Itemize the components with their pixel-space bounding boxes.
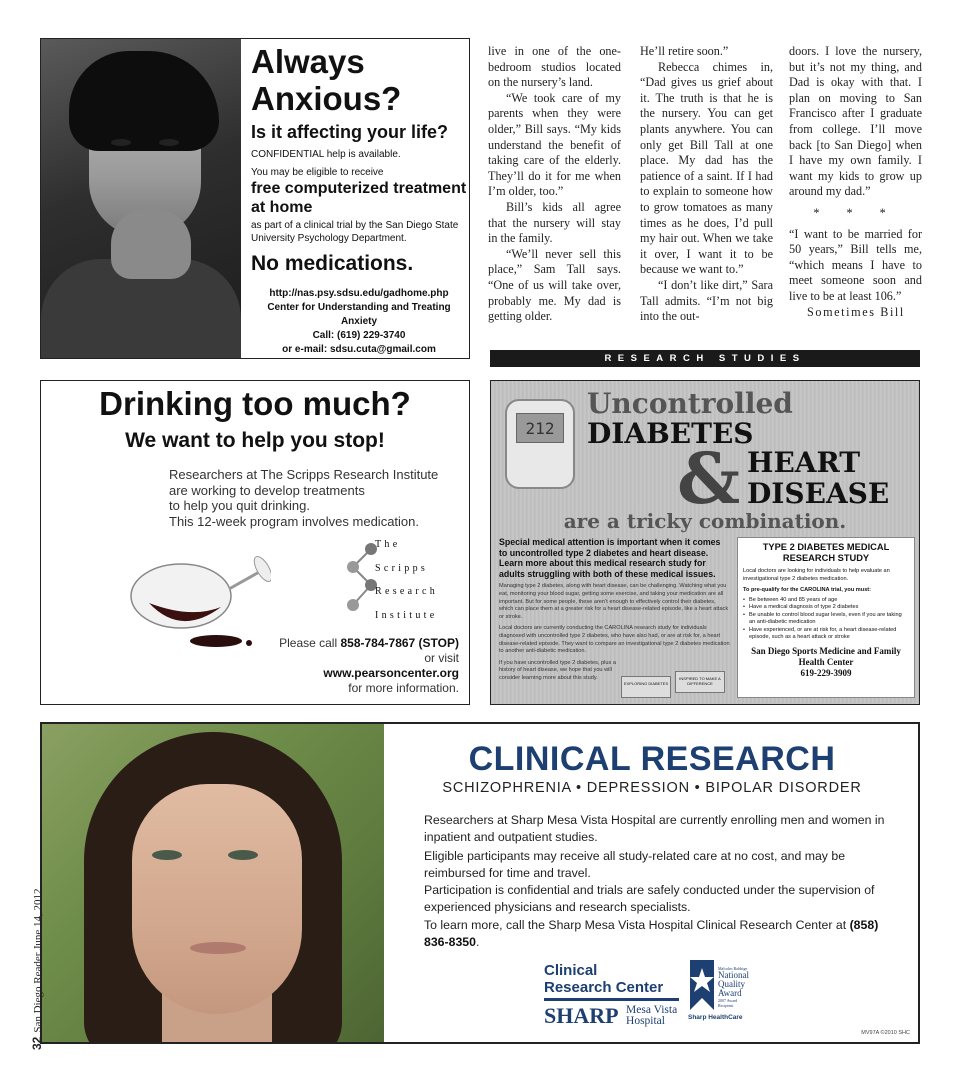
clinical-ad-paragraph: Participation is confidential and trials are safely conducted under the supervision of experienced physicians and research specialists. [424,883,875,914]
clinical-ad-contact-end: . [475,934,480,949]
scripps-logo-word: Research [375,586,439,597]
diabetes-ad-title-3: HEART [747,446,861,479]
clinical-ad-paragraph: Eligible participants may receive all study-related care at no cost, and may be reimbursed for time and travel. [424,849,846,880]
article-paragraph: “We took care of my parents when they were older,” Bill says. “My kids understand the benefit of taking care of the elderly. They’ll do it for me when I’m older, too.” [488,90,621,199]
scripps-logo-word: Scripps [375,562,429,574]
anxiety-ad-eligible: You may be eligible to receive [251,167,384,178]
award-year: 2007 Award [718,998,738,1003]
anxiety-ad-trial: as part of a clinical trial by the San Diego State University Psychology Department. [251,220,459,244]
clinical-ad-contact [424,917,894,950]
article-paragraph: doors. I love the nursery, but it’s not my thing, and Dad is okay with that. I plan on moving to San Francisco after I graduate from college. I’ll move back [to San Diego] when I have my own family. I want my kids to grow up around my dad.” [789,44,922,199]
mvh-line-1: Mesa Vista [626,1004,678,1016]
drinking-ad-body-line: to help you quit drinking. [169,498,310,513]
article-paragraph: “I want to be married for 50 years,” Bill tells me, “which means I have to meet someone soon and live to be at least 106.” [789,226,922,303]
worried-man-photo [41,39,241,358]
drinking-ad-subheading: We want to help you stop! [125,429,385,452]
drinking-ad-body-line: This 12-week program involves medication. [169,513,419,529]
award-small-text: Malcolm Baldrige [718,966,748,971]
sharp-crc-logo [544,962,679,1029]
diabetes-box-intro: Local doctors are looking for individuals to help evaluate an investigational type 2 diabetes medication. [743,568,890,582]
anxiety-ad-offer: free computerized treatment at home [251,180,467,216]
criteria-item: • Be unable to control blood sugar levels, even if you are taking an anti-diabetic medication [743,612,909,627]
anxiety-ad-url[interactable]: http://nas.psy.sdsu.edu/gadhome.php [269,288,449,299]
clinical-ad-subtitle: SCHIZOPHRENIA • DEPRESSION • BIPOLAR DISORDER [442,780,862,796]
anxiety-study-ad [40,38,470,359]
anxiety-ad-email[interactable]: or e-mail: sdsu.cuta@gmail.com [282,344,436,355]
spilled-wine-glass-icon [121,541,271,651]
scripps-logo-word: The [375,539,401,550]
sharp-healthcare-label: Sharp HealthCare [688,1014,743,1021]
anxiety-ad-no-meds: No medications. [251,252,414,275]
anxiety-ad-center: Center for Understanding and Treating Anxiety [267,302,451,327]
diabetes-clinic-phone[interactable]: 619-229-3909 [800,667,852,678]
scripps-logo-word: Institute [375,609,438,621]
woman-portrait-photo [42,724,384,1042]
scripps-logo [341,533,461,627]
diabetes-study-box [737,537,915,698]
diabetes-ad-title-2: DIABETES [587,417,754,450]
crc-logo-line-2: Research Center [544,979,664,996]
clinical-ad-title: CLINICAL RESEARCH [468,740,836,778]
diabetes-study-ad [490,380,920,705]
drinking-ad-body-line: Researchers at The Scripps Research Institute [169,467,439,482]
glucose-meter-icon [505,399,575,489]
crc-logo-line-1: Clinical [544,962,598,979]
drinking-ad-contact [279,636,459,696]
drinking-ad-or-visit: or visit [424,651,459,665]
drinking-ad-heading: Drinking too much? [99,385,411,422]
diabetes-box-heading: TYPE 2 DIABETES MEDICAL RESEARCH STUDY [762,542,890,563]
diabetes-ad-title-1: Uncontrolled [587,387,793,420]
drinking-ad-body-line: are working to develop treatments [169,482,365,498]
exploring-diabetes-logo: EXPLORING DIABETES [621,676,671,698]
drinking-ad-phone[interactable]: 858-784-7867 (STOP) [340,636,459,650]
article-paragraph: “We’ll never sell this place,” Sam Tall says. “One of us will take over, probably me. My dad is getting older. [488,246,621,324]
clinical-ad-phone[interactable]: (858) 836-8350 [424,918,879,949]
mvh-line-2: Hospital [626,1015,665,1027]
ad-code: MV97A ©2010 SHC [861,1030,910,1036]
criteria-item: • Have experienced, or are at risk for, a heart disease-related episode, such as a heart attack or stroke [743,627,909,642]
anxiety-ad-confidential: CONFIDENTIAL help is available. [251,149,401,160]
clinical-ad-paragraph: Researchers at Sharp Mesa Vista Hospital are currently enrolling men and women in inpatient and outpatient studies. [424,813,885,844]
drinking-ad-more: for more information. [348,681,459,695]
glucose-meter-reading: 212 [516,413,564,443]
folio-text: San Diego Reader June 14, 2012 [32,888,44,1033]
award-star-icon [684,958,718,1012]
drinking-study-ad [40,380,470,705]
article-column-2 [640,44,773,325]
drinking-ad-call-prefix: Please call [279,636,341,650]
clinical-research-ad [40,722,920,1044]
article-paragraph: He’ll retire soon.” [640,44,729,58]
diabetes-ad-tagline: are a tricky combination. [563,509,847,533]
drinking-ad-website[interactable]: www.pearsoncenter.org [323,666,459,680]
diabetes-box-qualify: To pre-qualify for the CAROLINA trial, you must: [743,587,872,594]
article-column-3 [789,44,922,320]
article-paragraph: live in one of the one-bedroom studios located on the nursery’s land. [488,44,621,90]
article-column-1 [488,44,621,325]
clinical-ad-contact-text: To learn more, call the Sharp Mesa Vista Hospital Clinical Research Center at [424,918,850,932]
award-text-2: Quality [718,979,745,989]
article-paragraph: Rebecca chimes in, “Dad gives us grief about it. The truth is that he is the nursery. You can get plants anywhere. You can only get Bill Tall at one place. My dad has the patience of a saint. If I had to explain to someone how to grow tomatoes as many times as he does, I’d pull my hair out. When we take it over, I want it to be because we want to.” [640,59,773,277]
diabetes-ad-lead: Special medical attention is important when it comes to uncontrolled type 2 diabetes and heart disease. Learn more about this medical research study for adults struggling with both of these medical issues. [499,537,721,579]
diabetes-ad-ampersand: & [677,437,741,520]
award-text-3: Award [718,988,742,998]
anxiety-ad-subheading: Is it affecting your life? [251,122,449,142]
anxiety-ad-heading: Always Anxious? [251,43,402,117]
criteria-item: • Be between 40 and 85 years of age [743,597,909,605]
diabetes-ad-paragraph: If you have uncontrolled type 2 diabetes, plus a history of heart disease, we hope that you will consider learning more about this study. [499,659,616,681]
page-folio [30,888,44,1050]
criteria-item: • Have a medical diagnosis of type 2 diabetes [743,604,909,612]
article-paragraph: Bill’s kids all agree that the nursery will stay in the family. [488,199,621,246]
diabetes-clinic-name: San Diego Sports Medicine and Family Health Center [751,645,901,667]
article-paragraph: “I don’t like dirt,” Sara Tall admits. “I’m not big into the out- [640,277,773,324]
diabetes-ad-title-4: DISEASE [747,477,890,510]
baldrige-award-logo [684,958,759,1026]
inspired-logo: INSPIRED TO MAKE A DIFFERENCE [675,671,725,693]
article-paragraph: Sometimes Bill [807,304,905,319]
section-break-stars: * * * [813,205,898,220]
research-studies-banner: RESEARCH STUDIES [490,350,920,367]
diabetes-ad-paragraph: Local doctors are currently conducting the CAROLINA research study for individuals diagnosed with uncontrolled type 2 diabetes, who have also had, or are at risk for, a heart disease-related episode. They want to compare an investigational type 2 diabetes medication to another anti-diabetic medication. [499,625,730,655]
award-recipient: Recipient [718,1003,734,1008]
award-text-1: National [718,970,749,980]
anxiety-ad-phone[interactable]: Call: (619) 229-3740 [312,330,406,341]
diabetes-ad-logos [621,671,731,695]
diabetes-ad-paragraph: Managing type 2 diabetes, along with heart disease, can be challenging. Watching what you eat, monitoring your blood sugar, getting some exercise, and taking your medication are all important. But for some people, these aren’t enough to effectively control their diabetes, which can place them at a greater risk for a heart disease-related episode, like a heart attack or stroke. [499,583,729,620]
sharp-wordmark: SHARP [544,1003,619,1028]
page-number: 32 [30,1036,44,1050]
